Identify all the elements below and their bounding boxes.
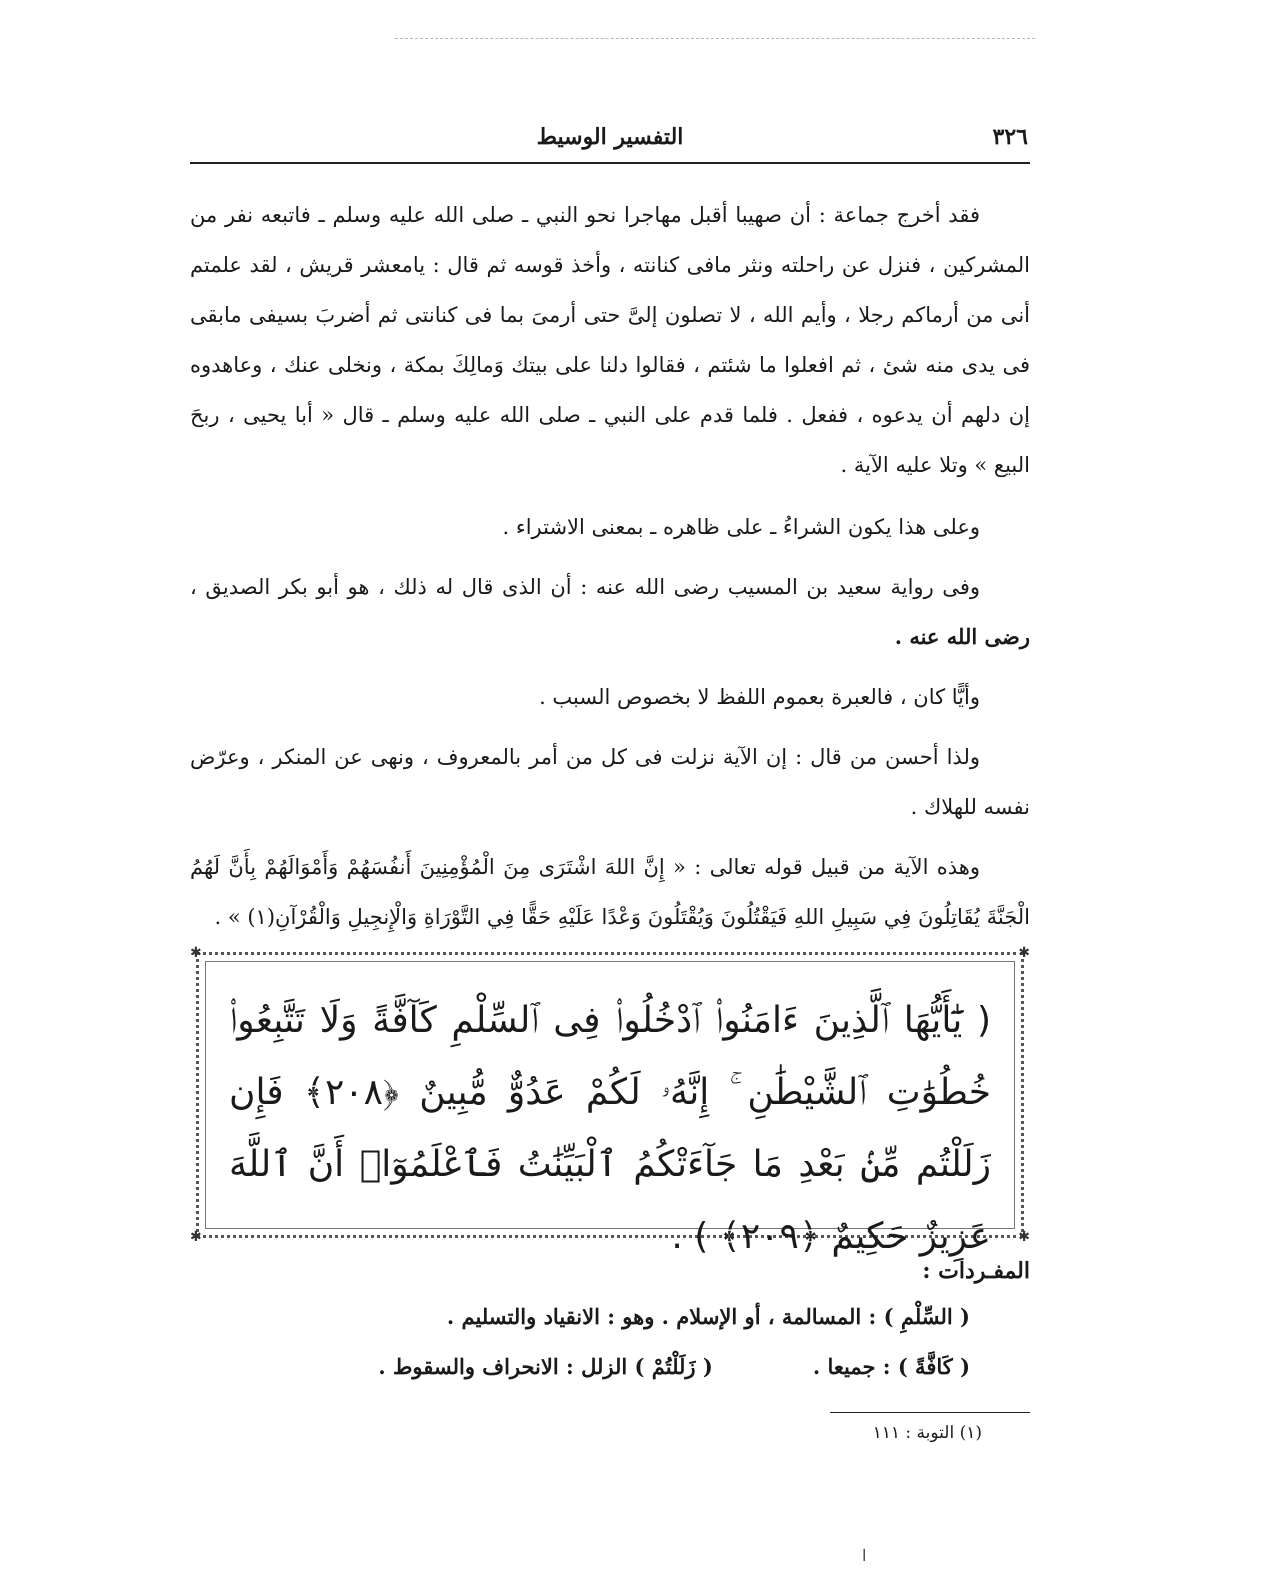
paragraph-ibn-musayyib-narration <box>190 562 1030 662</box>
scan-edge-line <box>395 38 1035 39</box>
honorific-phrase: رضى الله عنه . <box>894 624 1030 649</box>
page-number: ٣٢٦ <box>992 124 1028 150</box>
vocabulary-entry-silm: ( السِّلْمِ ) : المسالمة ، أو الإسلام . وهو : الانقياد والتسليم . <box>446 1304 970 1329</box>
frame-star-ornament: ✱ <box>1018 945 1030 961</box>
paragraph-tawbah-verse: وهذه الآية من قبيل قوله تعالى : « إِنَّ اللهَ اشْتَرَى مِنَ الْمُؤْمِنِينَ أَنفُسَهُمْ وَأَمْوَالَهُمْ بِأَنَّ لَهُمُ الْجَنَّةَ يُقَاتِلُونَ فِي سَبِيلِ اللهِ فَيَقْتُلُونَ وَيُقْتَلُونَ وَعْدًا عَلَيْهِ حَقًّا فِي التَّوْرَاةِ وَالْإِنجِيلِ وَالْقُرْآنِ(١) » . <box>190 855 1030 929</box>
narration-text: وفى رواية سعيد بن المسيب رضى الله عنه : أن الذى قال له ذلك ، هو أبو بكر الصديق ، <box>190 575 980 599</box>
quran-verse-text: ( يَٰٓأَيُّهَا ٱلَّذِينَ ءَامَنُوا۟ ٱدْخُلُوا۟ فِى ٱلسِّلْمِ كَآفَّةً وَلَا تَتَّبِعُوا۟ خُطُوَٰتِ ٱلشَّيْطَٰنِ ۚ إِنَّهُۥ لَكُمْ عَدُوٌّ مُّبِينٌ ﴿٢٠٨﴾ فَإِن زَلَلْتُم مِّنۢ بَعْدِ مَا جَآءَتْكُمُ ٱلْبَيِّنَٰتُ فَٱعْلَمُوٓا۟ أَنَّ ٱللَّهَ عَزِيزٌ حَكِيمٌ ﴿٢٠٩﴾ ) . <box>229 1000 991 1257</box>
book-page <box>190 118 1030 1548</box>
bottom-margin-mark: ا <box>862 1546 867 1565</box>
paragraph-enjoining-good: ولذا أحسن من قال : إن الآية نزلت فى كل من أمر بالمعروف ، ونهى عن المنكر ، وعرّض نفسه للهلاك . <box>190 745 1030 819</box>
frame-star-ornament: ✱ <box>190 1229 202 1245</box>
running-header <box>190 118 1030 164</box>
frame-star-ornament: ✱ <box>1018 1229 1030 1245</box>
vocabulary-heading: المفـردات : <box>922 1258 1030 1284</box>
vocabulary-entry-zalaltum: ( زَلَلْتُمْ ) الزلل : الانحراف والسقوط . <box>378 1354 713 1379</box>
paragraph-suhaib-story: فقد أخرج جماعة : أن صهيبا أقبل مهاجرا نحو النبي ـ صلى الله عليه وسلم ـ فاتبعه نفر من المشركين ، فنزل عن راحلته ونثر مافى كنانته ، وأخذ قوسه ثم قال : يامعشر قريش ، لقد علمتم أنى من أرماكم رجلا ، وأيم الله ، لا تصلون إلىَّ حتى أرمىَ بما فى كنانتى ثم أضربَ بسيفى مابقى فى يدى منه شئ ، ثم افعلوا ما شئتم ، فقالوا دلنا على بيتك وَمالِكَ بمكة ، ونخلى عنك ، وعاهدوه إن دلهم أن يدعوه ، ففعل . فلما قدم على النبي ـ صلى الله عليه وسلم ـ قال « أبا يحيى ، ربحَ البيع » وتلا عليه الآية . <box>190 203 1030 477</box>
vocabulary-row <box>190 1342 1030 1392</box>
quran-verse-frame <box>190 945 1030 1257</box>
book-title: التفسير الوسيط <box>536 124 684 150</box>
paragraph-general-wording: وأيًّا كان ، فالعبرة بعموم اللفظ لا بخصوص السبب . <box>539 685 980 709</box>
page-body <box>190 190 1030 1453</box>
footnote: (١) التوبة : ١١١ <box>872 1423 982 1443</box>
paragraph-purchase-meaning: وعلى هذا يكون الشراءُ ـ على ظاهره ـ بمعنى الاشتراء . <box>502 515 980 539</box>
vocabulary-entry-kaffah: ( كَافَّةً ) : جميعا . <box>812 1354 970 1379</box>
frame-star-ornament: ✱ <box>190 945 202 961</box>
